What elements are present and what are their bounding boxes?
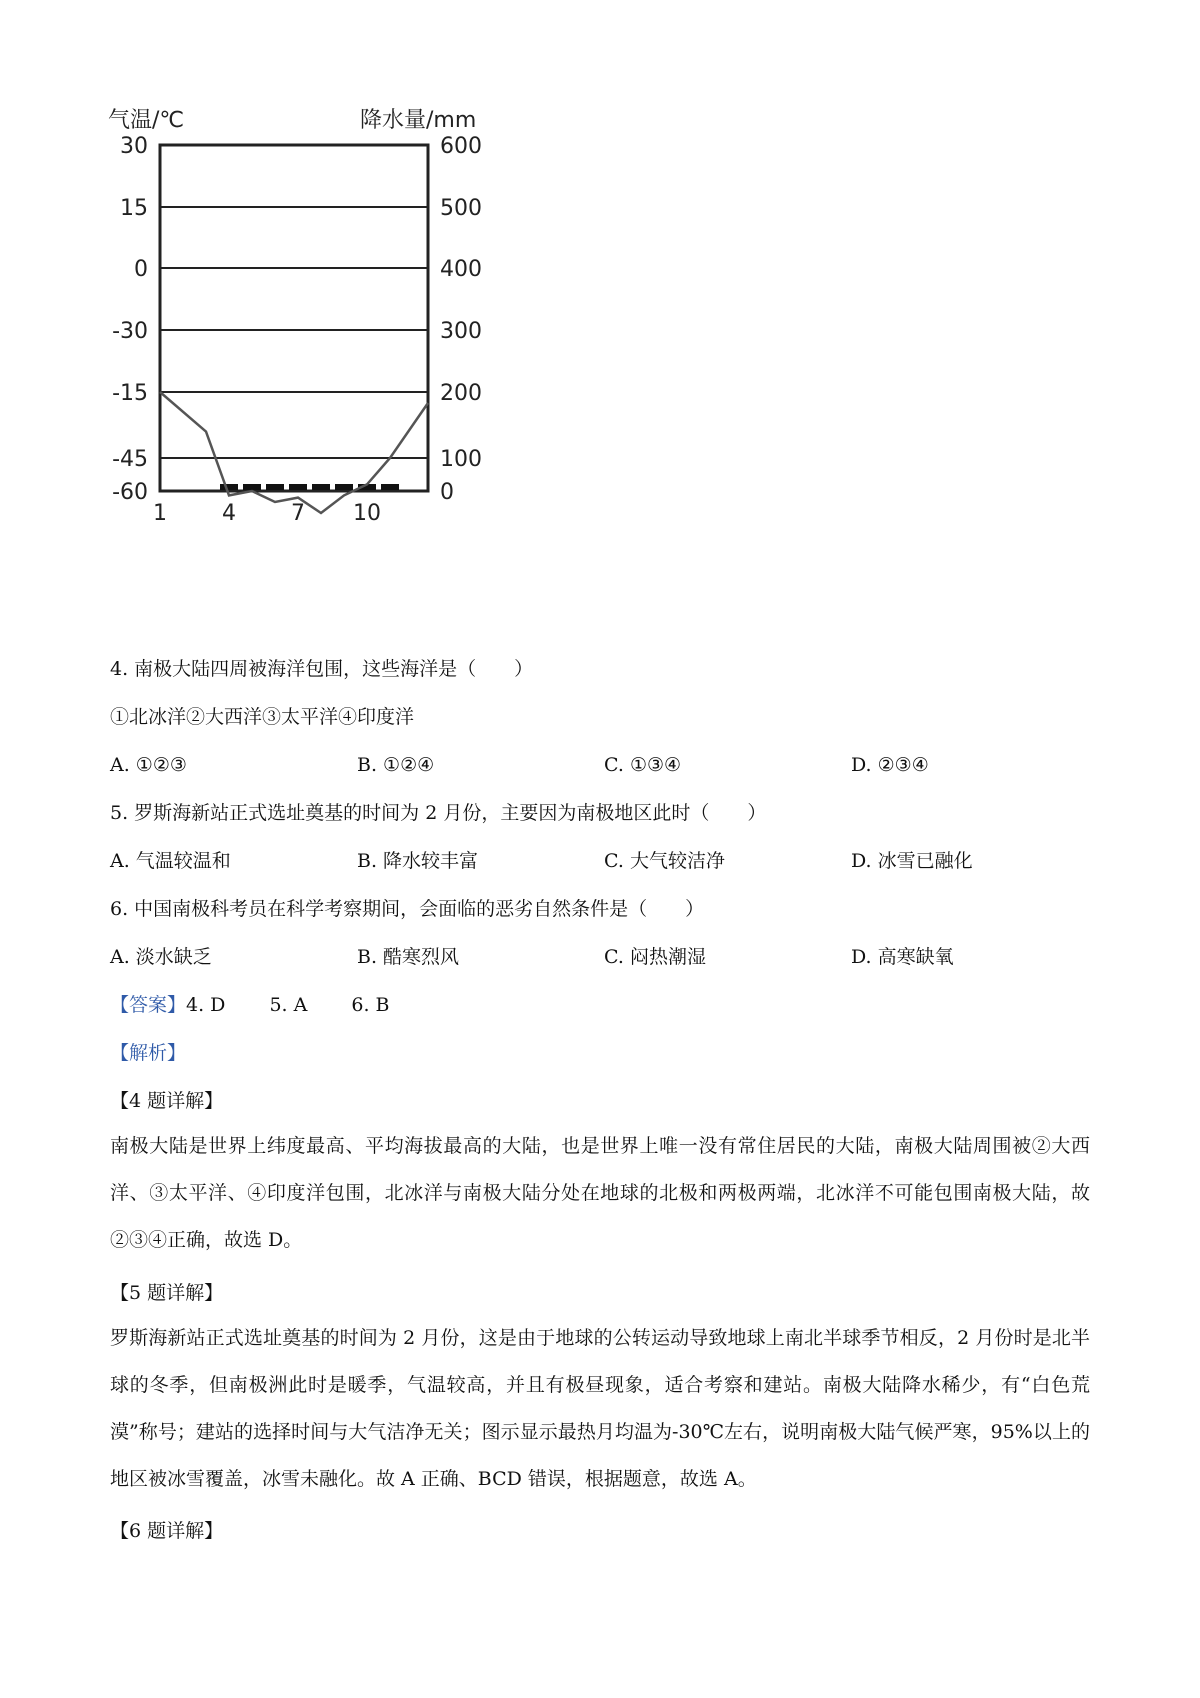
question-6-stem: 6. 中国南极科考员在科学考察期间，会面临的恶劣自然条件是（ ）	[110, 898, 705, 920]
y-left-tick-label: -15	[112, 381, 148, 406]
precipitation-bar	[266, 484, 284, 490]
option-b: B. 酷寒烈风	[357, 946, 460, 968]
precipitation-bar	[312, 484, 330, 490]
option-d: D. ②③④	[851, 754, 929, 776]
y-right-tick-label: 300	[440, 319, 482, 344]
precipitation-bar	[220, 484, 238, 490]
temperature-line	[160, 392, 428, 513]
precipitation-bar	[289, 484, 307, 490]
y-right-ticks	[440, 134, 482, 505]
y-left-ticks	[112, 134, 148, 505]
y-left-tick-label: 0	[134, 257, 148, 282]
x-tick-label: 4	[222, 501, 236, 526]
precipitation-bars	[220, 484, 399, 490]
question-4-items: ①北冰洋②大西洋③太平洋④印度洋	[110, 706, 415, 728]
detail-6-title: 【6 题详解】	[110, 1520, 224, 1542]
option-a: A. 气温较温和	[110, 850, 231, 872]
y-left-tick-label: 30	[120, 134, 148, 159]
answer-line	[110, 992, 390, 1018]
y-left-tick-label: 15	[120, 196, 148, 221]
y-right-tick-label: 0	[440, 480, 454, 505]
precipitation-bar	[335, 484, 353, 490]
climate-chart	[100, 100, 520, 560]
option-c: C. 闷热潮湿	[604, 946, 706, 968]
question-4-stem: 4. 南极大陆四周被海洋包围，这些海洋是（ ）	[110, 658, 534, 680]
y-left-tick-label: -45	[112, 447, 148, 472]
y-right-tick-label: 600	[440, 134, 482, 159]
x-ticks	[153, 501, 381, 526]
x-tick-label: 7	[291, 501, 305, 526]
precipitation-bar	[381, 484, 399, 490]
grid-lines	[160, 207, 428, 458]
y-left-axis-label: 气温/℃	[108, 108, 185, 133]
x-tick-label: 1	[153, 501, 167, 526]
detail-4-text: 南极大陆是世界上纬度最高、平均海拔最高的大陆，也是世界上唯一没有常住居民的大陆，南极大陆周围被②大西洋、③太平洋、④印度洋包围，北冰洋与南极大陆分处在地球的北极和两极两端，北冰洋不可能包围南极大陆，故②③④正确，故选 D。	[110, 1135, 1090, 1251]
plot-frame	[160, 145, 428, 491]
y-left-tick-label: -60	[112, 480, 148, 505]
precipitation-bar	[243, 484, 261, 490]
detail-5-title: 【5 题详解】	[110, 1282, 224, 1304]
option-c: C. ①③④	[604, 754, 682, 776]
detail-5-text: 罗斯海新站正式选址奠基的时间为 2 月份，这是由于地球的公转运动导致地球上南北半球季节相反，2 月份时是北半球的冬季，但南极洲此时是暖季，气温较高，并且有极昼现象，适合考察和建站。南极大陆降水稀少，有“白色荒漠”称号；建站的选择时间与大气洁净无关；图示显示最热月均温为-30℃左右，说明南极大陆气候严寒，95%以上的地区被冰雪覆盖，冰雪未融化。故 A 正确、BCD 错误，根据题意，故选 A。	[110, 1327, 1090, 1490]
y-right-tick-label: 200	[440, 381, 482, 406]
question-5-stem: 5. 罗斯海新站正式选址奠基的时间为 2 月份，主要因为南极地区此时（ ）	[110, 802, 767, 824]
option-a: A. ①②③	[110, 754, 187, 776]
option-b: B. ①②④	[357, 754, 435, 776]
detail-4-title: 【4 题详解】	[110, 1090, 224, 1112]
option-d: D. 冰雪已融化	[851, 850, 973, 872]
option-b: B. 降水较丰富	[357, 850, 479, 872]
analysis-label: 【解析】	[110, 1042, 187, 1064]
y-right-tick-label: 500	[440, 196, 482, 221]
answer-label: 【答案】	[110, 994, 187, 1016]
answer-text: 4. D 5. A 6. B	[186, 994, 390, 1016]
y-left-tick-label: -30	[112, 319, 148, 344]
option-a: A. 淡水缺乏	[110, 946, 212, 968]
y-right-tick-label: 100	[440, 447, 482, 472]
x-tick-label: 10	[353, 501, 381, 526]
option-d: D. 高寒缺氧	[851, 946, 954, 968]
option-c: C. 大气较洁净	[604, 850, 725, 872]
y-right-tick-label: 400	[440, 257, 482, 282]
y-right-axis-label: 降水量/mm	[360, 108, 477, 133]
